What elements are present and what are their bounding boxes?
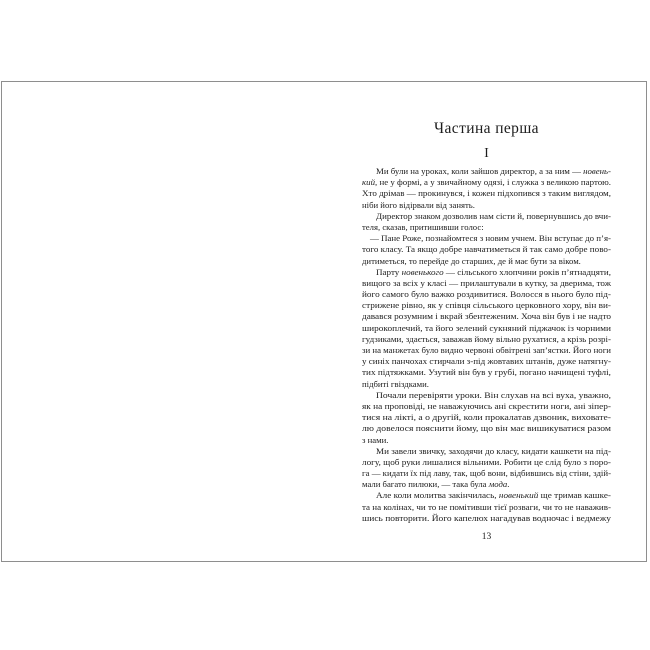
text-line: лю довелося пояснити йому, що він має вишикуватися разом — [362, 423, 612, 434]
text-line: ніби його відірвали від занять. — [362, 199, 475, 210]
text-line: у синіх панчохах стирчали з-під жовтавих штанів, дуже натягну- — [362, 356, 612, 367]
verso-page-blank — [2, 82, 324, 561]
text-line: Директор знаком дозволив нам сісти й, повернувшись до вчи- — [376, 210, 611, 221]
text-line: того класу. Та якщо добре навчатиметься й так само добре пово- — [362, 244, 611, 255]
text-line: зи на манжетах було видно червоні обвітрені зап’ястки. Його ноги — [362, 345, 612, 355]
text-line: мали багато пилюки, — така була мода. — [362, 479, 510, 490]
text-line: тих підтяжками. Узутий він був у грубі, погано начищені туфлі, — [362, 367, 611, 378]
text-line: шись повторити. Його капелюх нагадував водночас і ведмежу — [362, 512, 612, 523]
text-line: логу, щоб руки лишалися вільними. Робити це слід було з поро- — [362, 456, 611, 467]
text-line: Ми були на уроках, коли зайшов директор, а за ним — новень- — [376, 166, 611, 176]
text-line: гудзиками, здається, заважав йому вільно рухатися, а крізь розрі- — [362, 333, 612, 344]
text-line: Хто дрімав — прокинувся, і кожен підхопився з таким виглядом, — [362, 188, 612, 199]
text-line: його самого було важко роздивитися. Волосся в нього було під- — [362, 289, 611, 300]
text-line: вищого за всіх у класі — прилаштували в кутку, за дверима, тож — [362, 277, 611, 288]
text-line: давався розумним і вкрай збентеженим. Хоча він був і не надто — [362, 311, 612, 322]
text-line: тися на лікті, а о другій, коли прокалатав дзвоник, виховате- — [362, 412, 612, 423]
part-title: Частина перша — [434, 120, 539, 137]
text-line: з нами. — [362, 434, 389, 445]
chapter-numeral: I — [484, 145, 489, 160]
text-line: теля, сказав, притишивши голос: — [362, 221, 484, 232]
paragraphs — [362, 166, 611, 524]
page-number: 13 — [481, 532, 492, 542]
text-line: га — кидати їх під лаву, так, щоб вони, відбившись від стіни, здій- — [362, 468, 611, 479]
book-page-spread — [1, 81, 647, 562]
text-line: широкоплечий, та його зелений сукняний піджачок із чорними — [362, 322, 611, 333]
text-line: Почали перевіряти уроки. Він слухав на всі вуха, уважно, — [376, 389, 612, 400]
text-line: — Пане Роже, познайомтеся з новим учнем. Він вступає до п’я- — [370, 233, 612, 244]
text-column — [362, 120, 611, 524]
text-line: та на колінах, чи то не помітивши тієї розваги, чи то не наважив- — [362, 501, 611, 512]
text-line: як на проповіді, не наважуючись ані скрестити ноги, ані зіпер- — [362, 400, 611, 411]
text-line: Парту новенького — сільського хлопчини років п’ятнадцяти, — [376, 266, 611, 277]
text-line: Ми завели звичку, заходячи до класу, кидати кашкети на під- — [376, 445, 611, 456]
text-line: підбиті гвіздками. — [362, 378, 429, 389]
text-line: дитиметься, то перейде до старших, де й має бути за віком. — [362, 255, 581, 266]
text-line: кий, не у формі, а у звичайному одязі, і служка з великою партою. — [362, 177, 612, 188]
text-line: Але коли молитва закінчилась, новенький ще тримав кашке- — [376, 490, 612, 501]
text-line: стрижене рівно, як у співця сільського церковного хору, він ви- — [362, 300, 611, 311]
